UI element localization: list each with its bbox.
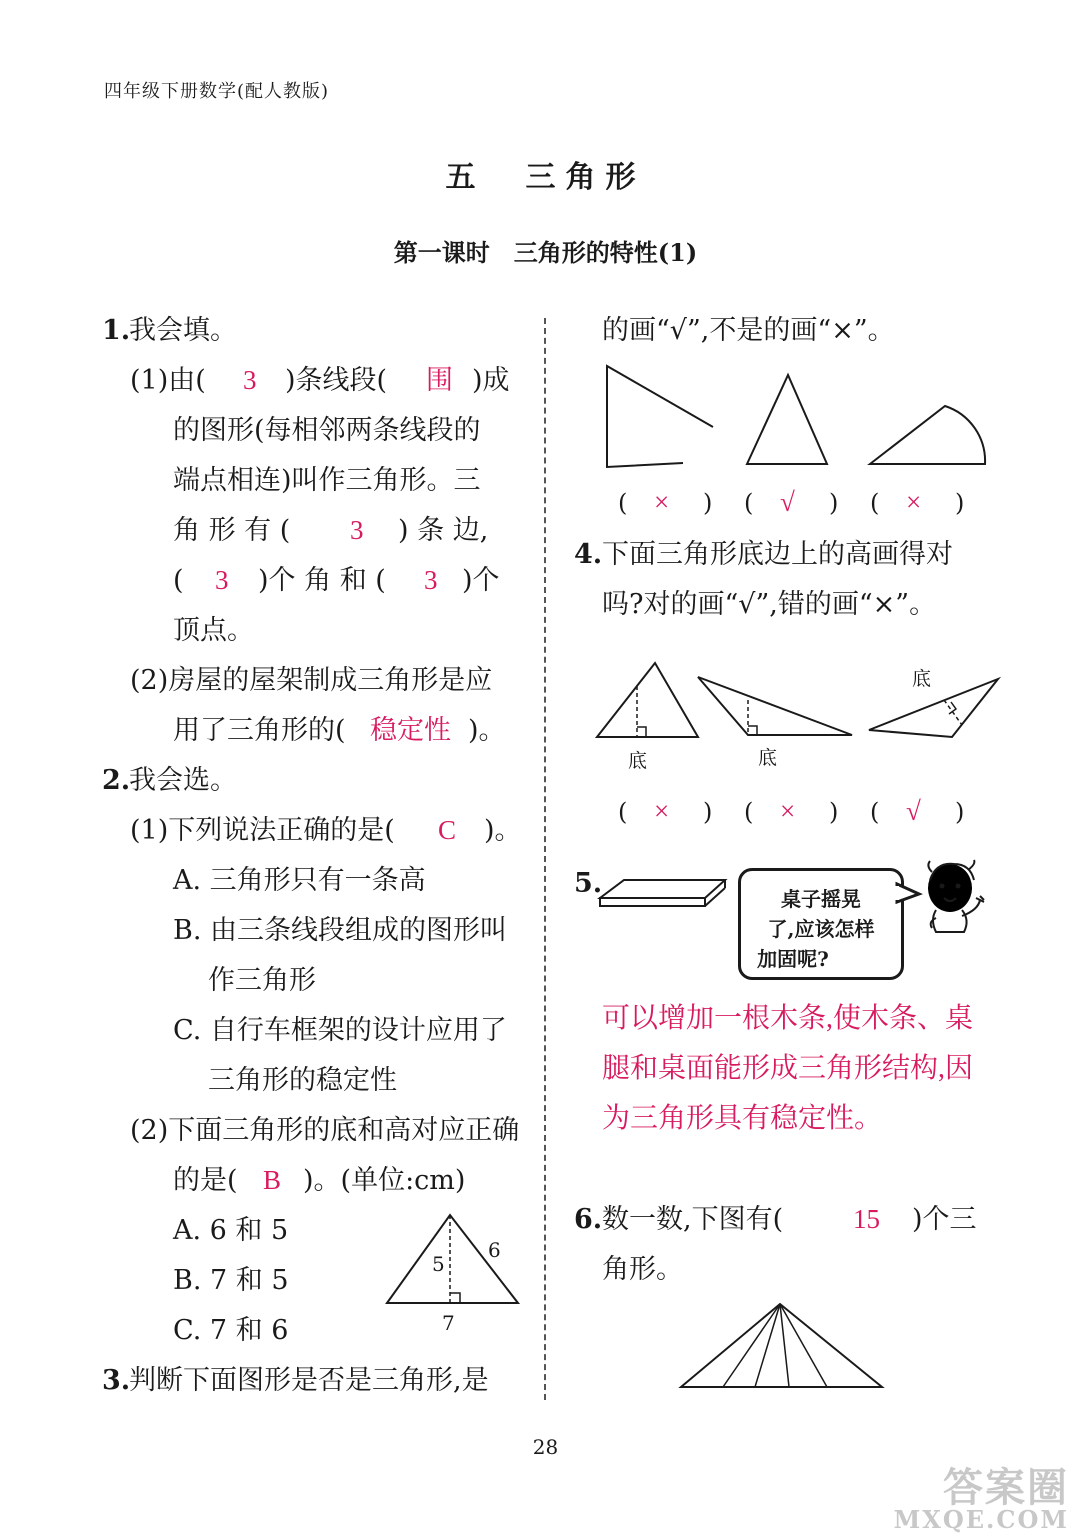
q1-1-line5a: ( [173, 565, 184, 596]
q1-label: 1. [102, 315, 131, 346]
q4-text-line2: 吗?对的画“√”,错的画“×”。 [602, 589, 937, 620]
q1-1-answer4: 3 [215, 565, 229, 595]
q1-1-line4a: 角 形 有 ( [173, 515, 291, 546]
q1-2-answer1: 稳定性 [370, 715, 451, 745]
q4-paren-open-1: ( [618, 798, 628, 826]
q1-1-line2: 的图形(每相邻两条线段的 [173, 415, 481, 446]
q2-1-answer1: C [438, 815, 457, 845]
q3-paren-close-1: ) [703, 489, 713, 517]
q1-1-line1a: (1)由( [130, 365, 206, 396]
q3-answer-1: × [654, 487, 670, 517]
q6-answer1: 15 [853, 1204, 880, 1234]
q2-2-line2a: 的是( [173, 1165, 238, 1196]
q1-1-answer1: 3 [243, 365, 257, 395]
q4-answer-2: × [780, 796, 796, 826]
q6-text-line1b: )个三 [912, 1204, 977, 1235]
q4-paren-close-2: ) [829, 798, 839, 826]
q1-1-answer5: 3 [424, 565, 438, 595]
q2-2-line1: (2)下面三角形的底和高对应正确 [130, 1115, 520, 1146]
q2-text: 我会选。 [129, 765, 237, 796]
q5-answer-line2: 腿和桌面能形成三角形结构,因 [602, 1053, 974, 1084]
q1-2-line1: (2)房屋的屋架制成三角形是应 [130, 665, 493, 696]
q2-2-line2b: )。(单位:cm) [303, 1165, 466, 1196]
q2-2-optionB: B. 7 和 5 [173, 1265, 289, 1296]
q1-1-line1b: )条线段( [285, 365, 388, 396]
q5-answer-line1: 可以增加一根木条,使木条、桌 [602, 1003, 974, 1034]
q4-base-label-1: 底 [628, 750, 648, 772]
q1-2-line2b: )。 [468, 715, 506, 746]
q2-fig-side: 6 [488, 1238, 501, 1262]
q6-text-line2: 角形。 [602, 1254, 683, 1285]
page-header: 四年级下册数学(配人教版) [104, 81, 330, 102]
q3-text-line2: 的画“√”,不是的画“×”。 [602, 315, 895, 346]
q3-label: 3. [102, 1365, 131, 1396]
q1-1-line1c: )成 [472, 365, 510, 396]
q4-base-label-2: 底 [758, 747, 778, 769]
cartoon-character-icon [918, 858, 990, 940]
q2-fig-base: 7 [442, 1311, 455, 1335]
q3-paren-close-3: ) [955, 489, 965, 517]
q2-fig-height: 5 [432, 1252, 445, 1276]
q3-paren-open-2: ( [744, 489, 754, 517]
q2-label: 2. [102, 765, 131, 796]
q1-1-line5c: )个 [462, 565, 500, 596]
q2-2-answer1: B [263, 1165, 282, 1195]
q2-1-optionA: A. 三角形只有一条高 [173, 865, 426, 896]
watermark-logo: 答案圈 [943, 1464, 1069, 1511]
bubble-line-1: 桌子摇晃 [781, 887, 861, 911]
unit-title: 五 三角形 [445, 160, 646, 195]
q3-figures [595, 360, 995, 475]
q2-2-optionC: C. 7 和 6 [173, 1315, 289, 1346]
q1-1-answer3: 3 [350, 515, 364, 545]
q1-2-line2a: 用了三角形的( [173, 715, 346, 746]
q4-answer-1: × [654, 796, 670, 826]
bubble-line-3: 加固呢? [757, 947, 829, 971]
q2-1-optionB-line2: 作三角形 [208, 965, 316, 996]
q4-paren-close-3: ) [955, 798, 965, 826]
q5-label: 5. [574, 868, 603, 899]
q5-answer-line3: 为三角形具有稳定性。 [602, 1103, 883, 1134]
q1-1-line3: 端点相连)叫作三角形。三 [173, 465, 481, 496]
speech-bubble [738, 868, 904, 980]
q4-label: 4. [574, 539, 603, 570]
q3-answer-2: √ [780, 487, 795, 517]
q3-paren-open-3: ( [870, 489, 880, 517]
q3-paren-close-2: ) [829, 489, 839, 517]
watermark-url: MXQE.COM [893, 1505, 1069, 1534]
q6-label: 6. [574, 1204, 603, 1235]
q6-fan-triangle-figure [675, 1298, 890, 1393]
q4-answer-3: √ [906, 796, 921, 826]
q2-2-optionA: A. 6 和 5 [173, 1215, 289, 1246]
q4-figures [590, 655, 1005, 745]
q4-text-line1: 下面三角形底边上的高画得对 [602, 539, 953, 570]
q2-1-line1a: (1)下列说法正确的是( [130, 815, 395, 846]
q4-paren-open-3: ( [870, 798, 880, 826]
q1-1-line5b: )个 角 和 ( [258, 565, 386, 596]
q1-text: 我会填。 [129, 315, 237, 346]
q2-1-optionB-line1: B. 由三条线段组成的图形叫 [173, 915, 508, 946]
q1-1-line6: 顶点。 [173, 615, 254, 646]
q1-1-line4b: ) 条 边, [398, 515, 489, 546]
q3-paren-open-1: ( [618, 489, 628, 517]
bubble-line-2: 了,应该怎样 [767, 917, 875, 941]
column-divider [544, 318, 546, 1400]
page-number: 28 [532, 1435, 559, 1459]
lesson-title: 第一课时 三角形的特性(1) [393, 238, 698, 267]
q2-1-line1b: )。 [484, 815, 522, 846]
q3-text-line1: 判断下面图形是否是三角形,是 [129, 1365, 489, 1396]
q2-1-optionC-line2: 三角形的稳定性 [208, 1065, 397, 1096]
q4-base-label-3: 底 [912, 668, 932, 690]
q6-text-line1a: 数一数,下图有( [602, 1204, 784, 1235]
q4-paren-close-1: ) [703, 798, 713, 826]
q3-answer-3: × [906, 487, 922, 517]
q2-1-optionC-line1: C. 自行车框架的设计应用了 [173, 1015, 507, 1046]
table-illustration [598, 876, 728, 970]
q4-paren-open-2: ( [744, 798, 754, 826]
q2-triangle-figure [380, 1210, 525, 1310]
q1-1-answer2: 围 [426, 365, 453, 395]
